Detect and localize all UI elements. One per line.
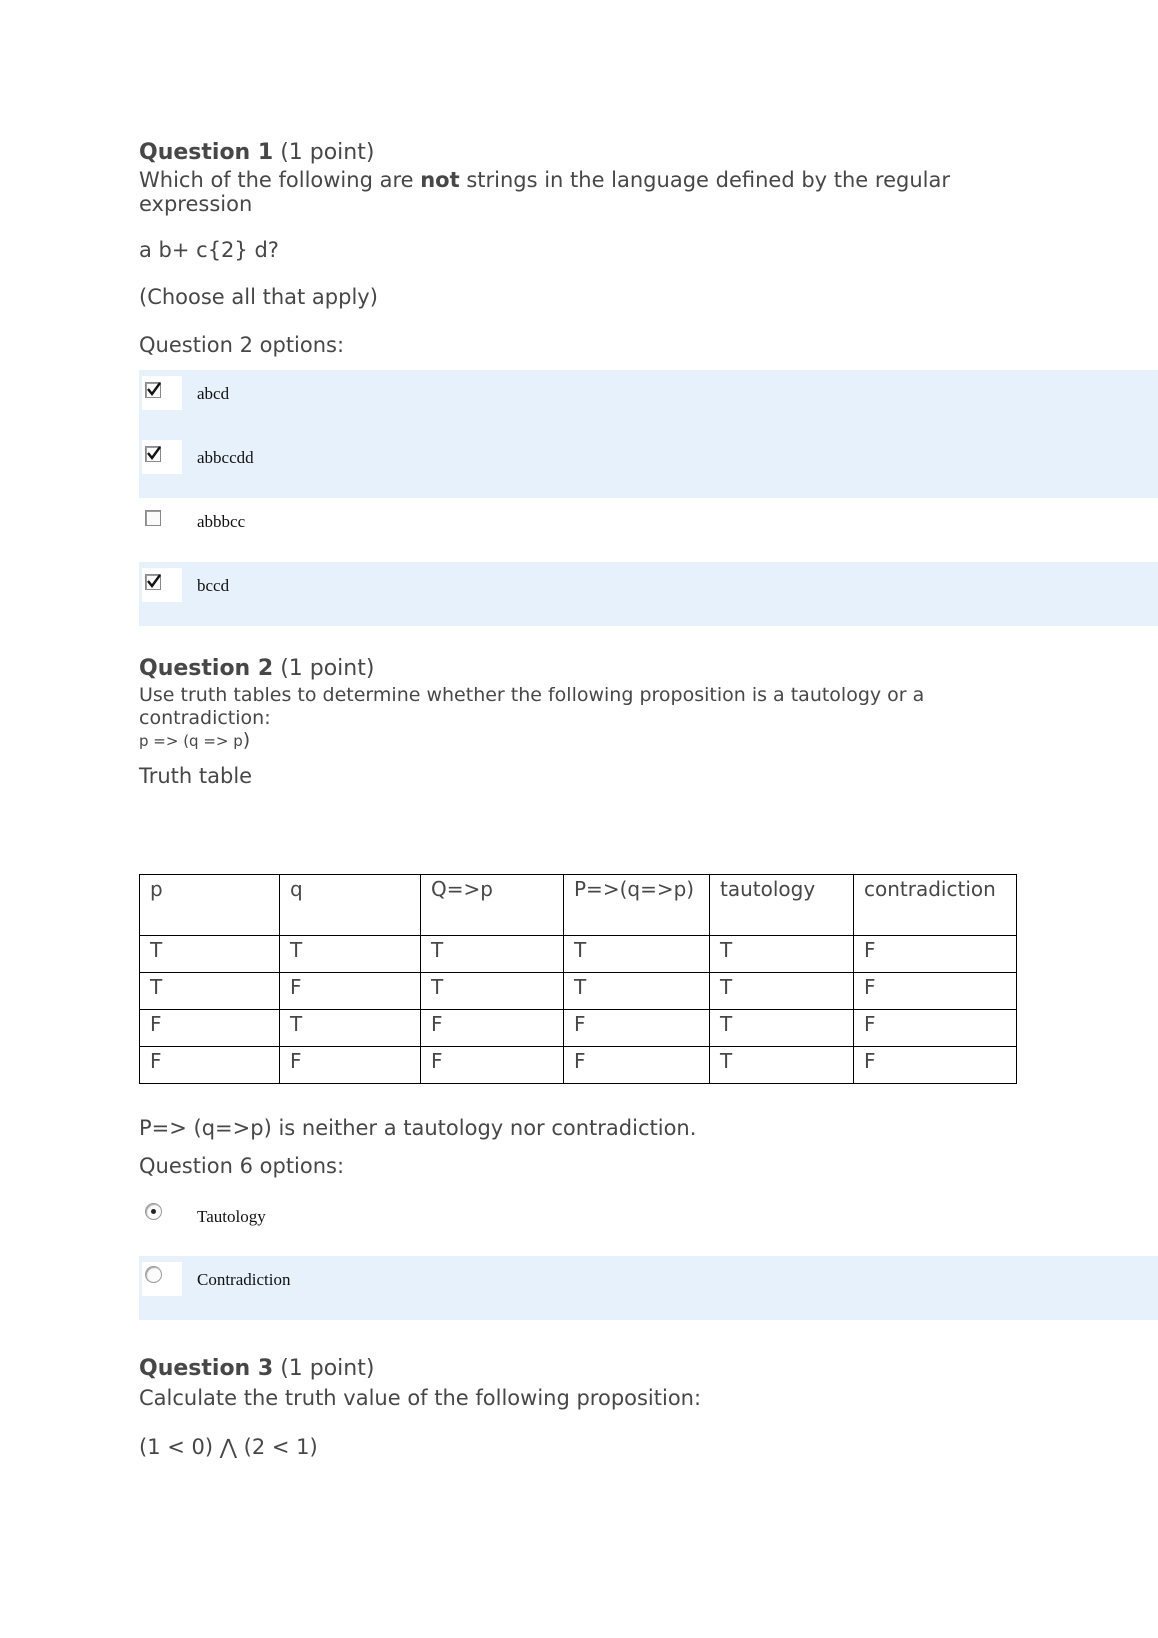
table-row — [140, 1047, 1017, 1084]
option-radio-frame — [142, 1199, 182, 1233]
table-cell: T — [421, 973, 564, 1010]
table-cell: F — [854, 1047, 1017, 1084]
table-cell: F — [421, 1047, 564, 1084]
option-row-bccd[interactable] — [139, 562, 1158, 626]
option-row-abcd[interactable] — [139, 370, 1158, 434]
table-cell: T — [421, 936, 564, 973]
table-cell: T — [140, 973, 280, 1010]
question-3-proposition: (1 < 0) ⋀ (2 < 1) — [139, 1435, 318, 1459]
question-1-prompt-emphasis: not — [420, 168, 460, 192]
table-cell: F — [854, 936, 1017, 973]
table-cell: T — [280, 936, 421, 973]
option-row-abbccdd[interactable] — [139, 434, 1158, 498]
table-cell: F — [854, 973, 1017, 1010]
table-cell: F — [421, 1010, 564, 1047]
question-2-number: Question 2 — [139, 656, 274, 681]
option-row-tautology[interactable] — [139, 1193, 1158, 1257]
checkmark-icon — [146, 380, 162, 398]
table-cell: F — [280, 973, 421, 1010]
table-cell: F — [564, 1010, 710, 1047]
table-cell: T — [710, 936, 854, 973]
question-1-instruction: (Choose all that apply) — [139, 285, 378, 309]
table-header-cell: q — [280, 875, 421, 936]
table-header-cell: contradiction — [854, 875, 1017, 936]
question-2-options-heading: Question 6 options: — [139, 1154, 345, 1178]
table-cell: T — [564, 936, 710, 973]
question-2-title — [139, 655, 374, 683]
question-1-number: Question 1 — [139, 140, 274, 165]
option-checkbox-frame — [142, 504, 182, 538]
checkbox-checked[interactable] — [145, 446, 161, 462]
option-label: Tautology — [197, 1207, 266, 1226]
checkbox-checked[interactable] — [145, 382, 161, 398]
option-label: abbccdd — [197, 448, 254, 467]
table-cell: T — [710, 1047, 854, 1084]
checkmark-icon — [146, 572, 162, 590]
checkbox-unchecked[interactable] — [145, 510, 161, 526]
question-1-expression: a b+ c{2} d? — [139, 238, 279, 262]
question-1-points: (1 point) — [280, 140, 375, 165]
truth-table — [139, 874, 1017, 1084]
checkbox-checked[interactable] — [145, 574, 161, 590]
option-label: abcd — [197, 384, 230, 403]
table-header-cell: tautology — [710, 875, 854, 936]
table-cell: T — [710, 1010, 854, 1047]
option-row-abbbcc[interactable] — [139, 498, 1158, 562]
truth-table-heading: Truth table — [139, 764, 253, 788]
option-label: Contradiction — [197, 1270, 291, 1289]
table-row — [140, 973, 1017, 1010]
table-header-cell: Q=>p — [421, 875, 564, 936]
table-cell: F — [280, 1047, 421, 1084]
table-cell: T — [710, 973, 854, 1010]
checkmark-icon — [146, 444, 162, 462]
radio-dot-icon — [151, 1209, 156, 1214]
option-checkbox-frame — [142, 440, 182, 474]
question-3-title — [139, 1355, 374, 1383]
table-cell: F — [854, 1010, 1017, 1047]
quiz-page — [139, 0, 1158, 1638]
question-2-conclusion: P=> (q=>p) is neither a tautology nor contradiction. — [139, 1116, 697, 1140]
option-checkbox-frame — [142, 568, 182, 602]
radio-selected[interactable] — [145, 1203, 162, 1220]
option-checkbox-frame — [142, 376, 182, 410]
question-2-points: (1 point) — [280, 656, 375, 681]
table-cell: F — [140, 1047, 280, 1084]
question-3-points: (1 point) — [280, 1356, 375, 1381]
question-2-prompt: Use truth tables to determine whether the following proposition is a tautology or a contradiction: — [139, 684, 925, 729]
radio-unselected[interactable] — [145, 1266, 162, 1283]
truth-table-header-row — [140, 875, 1017, 936]
table-cell: F — [140, 1010, 280, 1047]
table-cell: T — [140, 936, 280, 973]
table-cell: F — [564, 1047, 710, 1084]
question-1-prompt: Which of the following are not strings in the language defined by the regular expression — [139, 168, 950, 216]
question-3-number: Question 3 — [139, 1356, 274, 1381]
option-label: bccd — [197, 576, 230, 595]
table-row — [140, 936, 1017, 973]
option-label: abbbcc — [197, 512, 246, 531]
question-2-proposition: p => (q => p) — [139, 729, 251, 751]
question-1-options-heading: Question 2 options: — [139, 333, 345, 357]
question-1-title — [139, 139, 374, 167]
question-3-prompt: Calculate the truth value of the following proposition: — [139, 1386, 702, 1410]
table-header-cell: p — [140, 875, 280, 936]
option-row-contradiction[interactable] — [139, 1256, 1158, 1320]
option-radio-frame — [142, 1262, 182, 1296]
table-header-cell: P=>(q=>p) — [564, 875, 710, 936]
table-row — [140, 1010, 1017, 1047]
table-cell: T — [564, 973, 710, 1010]
table-cell: T — [280, 1010, 421, 1047]
